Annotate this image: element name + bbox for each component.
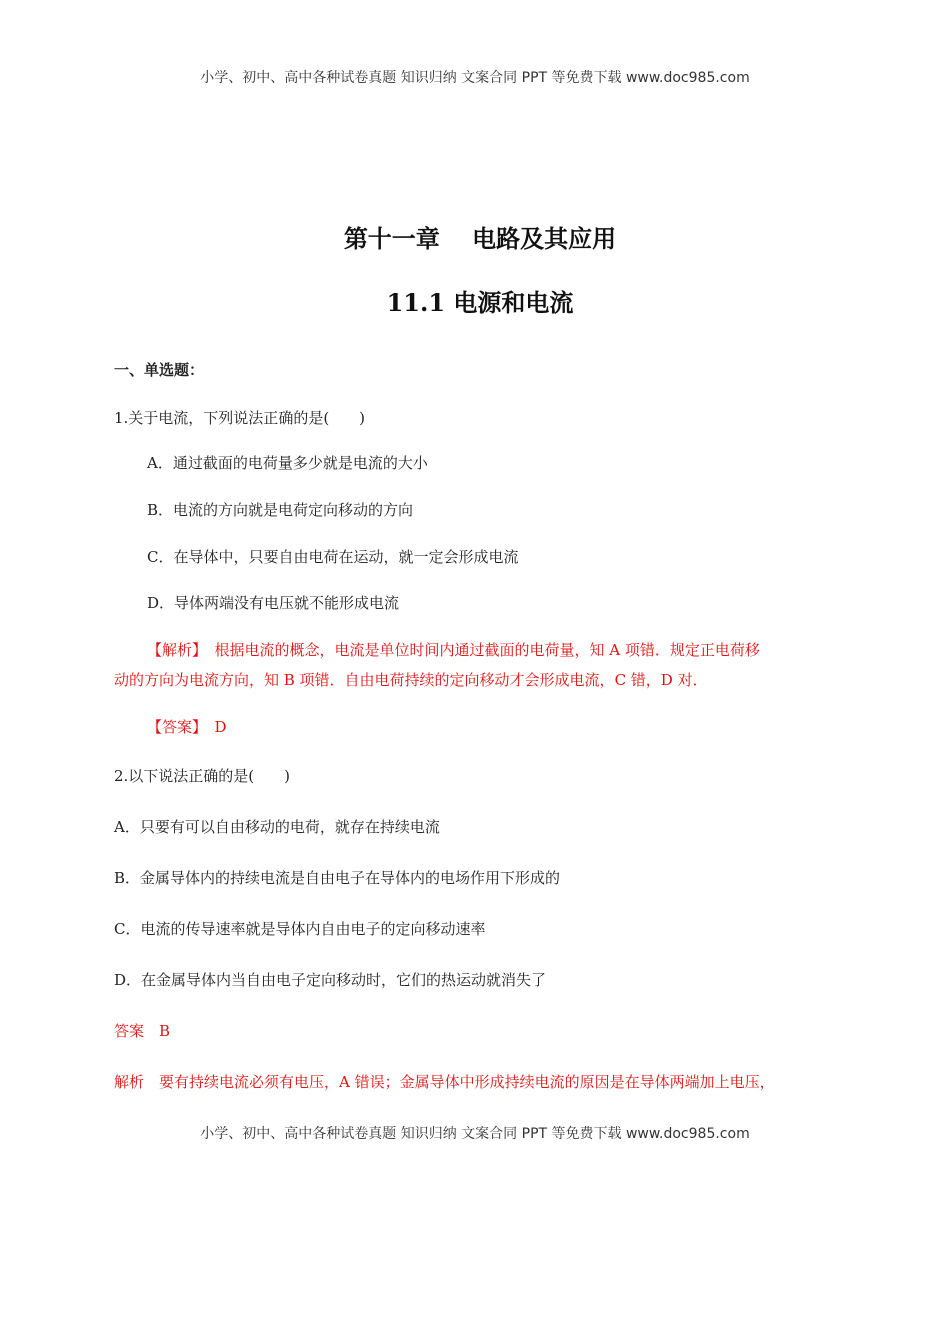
section-heading: 一、单选题： [114, 361, 205, 379]
q1-stem: 1.关于电流，下列说法正确的是( ) [114, 409, 366, 427]
q1-option-a: A．通过截面的电荷量多少就是电流的大小 [147, 454, 428, 472]
page-footer: 小学、初中、高中各种试卷真题 知识归纳 文案合同 PPT 等免费下载 www.doc985.com [200, 1126, 750, 1142]
q1-option-b: B．电流的方向就是电荷定向移动的方向 [147, 501, 414, 519]
q1-answer: 【答案】 D [147, 718, 227, 736]
q1-option-d: D．导体两端没有电压就不能形成电流 [147, 594, 400, 612]
chapter-title: 第十一章 电路及其应用 [343, 224, 617, 253]
q1-analysis-line1: 【解析】 根据电流的概念，电流是单位时间内通过截面的电荷量，知 A 项错．规定正电荷移 [147, 641, 760, 659]
q1-analysis-line2: 动的方向为电流方向，知 B 项错．自由电荷持续的定向移动才会形成电流，C 错，D 对． [114, 671, 708, 689]
q2-option-b: B．金属导体内的持续电流是自由电子在导体内的电场作用下形成的 [114, 869, 561, 887]
section-title: 11.1 电源和电流 [386, 288, 574, 317]
q2-option-c: C．电流的传导速率就是导体内自由电子的定向移动速率 [114, 920, 486, 938]
q2-stem: 2.以下说法正确的是( ) [114, 767, 291, 785]
q2-analysis: 解析 要有持续电流必须有电压，A 错误；金属导体中形成持续电流的原因是在导体两端加上电压， [114, 1073, 775, 1091]
q2-option-d: D．在金属导体内当自由电子定向移动时，它们的热运动就消失了 [114, 971, 547, 989]
q2-option-a: A．只要有可以自由移动的电荷，就存在持续电流 [114, 818, 440, 836]
q2-answer: 答案 B [114, 1022, 171, 1040]
q1-option-c: C．在导体中，只要自由电荷在运动，就一定会形成电流 [147, 548, 519, 566]
page-header: 小学、初中、高中各种试卷真题 知识归纳 文案合同 PPT 等免费下载 www.doc985.com [200, 70, 750, 86]
